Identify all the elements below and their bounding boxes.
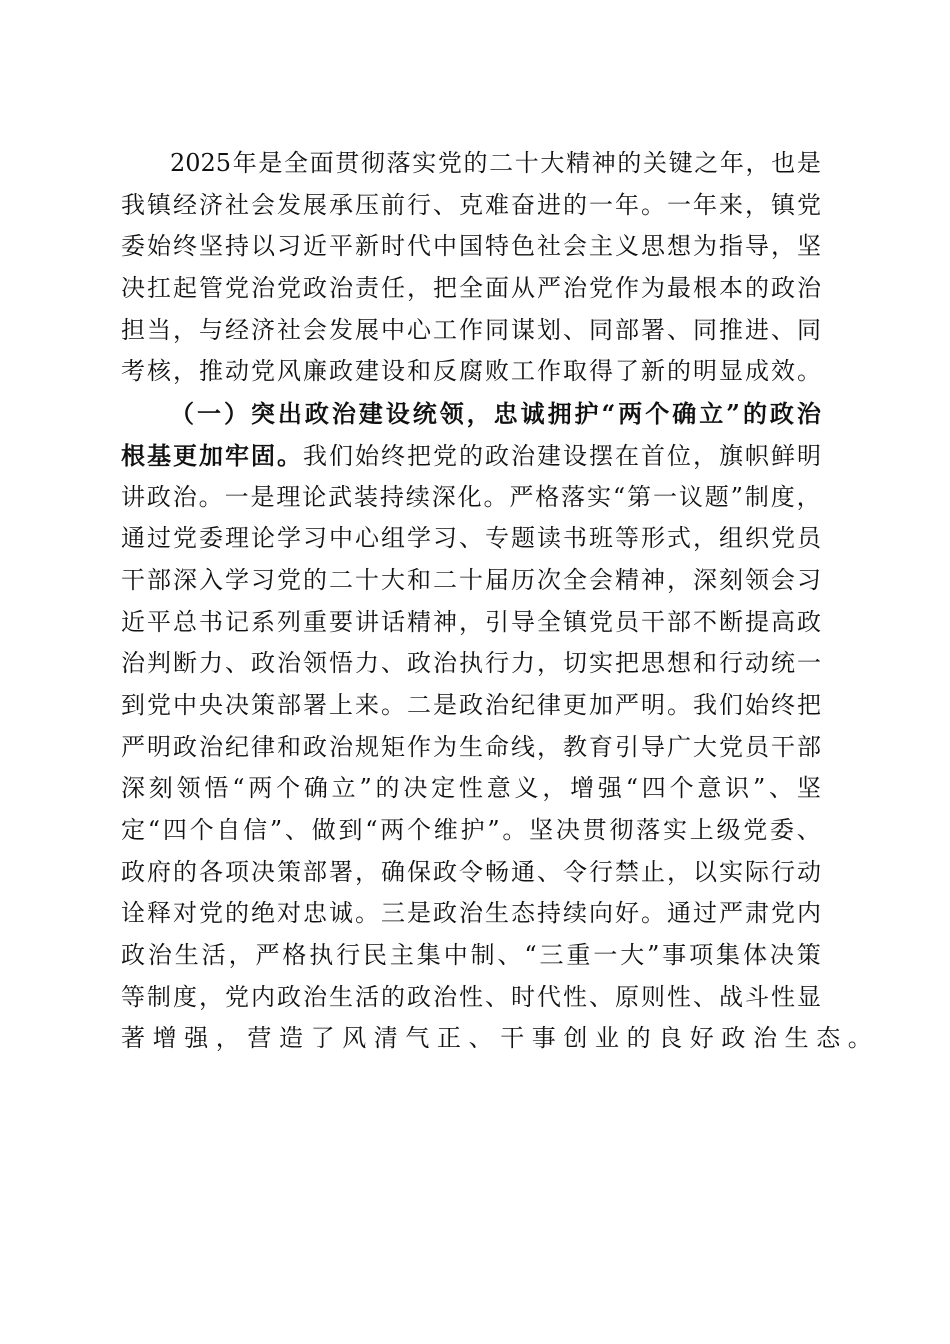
text-line: 严 明 政 治 纪 律 和 政 治 规 矩 作 为 生 命 线 ， 教 育 引 导 广 大 党 员 干 部 <box>121 732 821 761</box>
text-line: 政 府 的 各 项 决 策 部 署 ， 确 保 政 令 畅 通 、 令 行 禁 止 ， 以 实 际 行 动 <box>121 857 821 886</box>
document-page <box>121 143 880 1060</box>
text-line: 讲 政 治 。 一 是 理 论 武 装 持 续 深 化 。 严 格 落 实 “ 第 一 议 题 ” 制 度 ， <box>121 482 821 511</box>
section-heading-continuation: 根基更加牢固。 <box>121 440 303 470</box>
text-line: 治 判 断 力 、 政 治 领 悟 力 、 政 治 执 行 力 ， 切 实 把 思 想 和 行 动 统 一 <box>121 649 821 678</box>
text-line: 考 核 ， 推 动 党 风 廉 政 建 设 和 反 腐 败 工 作 取 得 了 新 的 明 显 成 效 。 <box>121 357 821 386</box>
text-line: 担 当 ， 与 经 济 社 会 发 展 中 心 工 作 同 谋 划 、 同 部 署 、 同 推 进 、 同 <box>121 315 821 344</box>
text-line: 深 刻 领 悟 “ 两 个 确 立 ” 的 决 定 性 意 义 ， 增 强 “ 四 个 意 识 ” 、 坚 <box>121 774 821 803</box>
text-line: 政 治 生 活 ， 严 格 执 行 民 主 集 中 制 、 “ 三 重 一 大 ” 事 项 集 体 决 策 <box>121 941 821 970</box>
text-line: 著增强，营造了风清气正、干事创业的良好政治生态。 <box>121 1024 880 1053</box>
section-heading: （ 一 ） 突 出 政 治 建 设 统 领 ， 忠 诚 拥 护 “ 两 个 确 立 ” 的 政 治 <box>170 399 821 429</box>
text-line: 通 过 党 委 理 论 学 习 中 心 组 学 习 、 专 题 读 书 班 等 形 式 ， 组 织 党 员 <box>121 524 821 553</box>
text-line <box>121 435 821 477</box>
text-line: 干 部 深 入 学 习 党 的 二 十 大 和 二 十 届 历 次 全 会 精 神 ， 深 刻 领 会 习 <box>121 565 821 594</box>
text-line: 我 镇 经 济 社 会 发 展 承 压 前 行 、 克 难 奋 进 的 一 年 。 一 年 来 ， 镇 党 <box>121 190 821 219</box>
text-line: 2025 年 是 全 面 贯 彻 落 实 党 的 二 十 大 精 神 的 关 键 之 年 ， 也 是 <box>170 149 821 177</box>
text-line: 诠 释 对 党 的 绝 对 忠 诚 。 三 是 政 治 生 态 持 续 向 好 。 通 过 严 肃 党 内 <box>121 899 821 928</box>
text-line: 到 党 中 央 决 策 部 署 上 来 。 二 是 政 治 纪 律 更 加 严 明 。 我 们 始 终 把 <box>121 690 821 719</box>
text-line: 近 平 总 书 记 系 列 重 要 讲 话 精 神 ， 引 导 全 镇 党 员 干 部 不 断 提 高 政 <box>121 607 821 636</box>
text-line: 等 制 度 ， 党 内 政 治 生 活 的 政 治 性 、 时 代 性 、 原 则 性 、 战 斗 性 显 <box>121 982 821 1011</box>
text-line: 定 “ 四 个 自 信 ” 、 做 到 “ 两 个 维 护 ” 。 坚 决 贯 彻 落 实 上 级 党 委 、 <box>121 816 821 844</box>
text-line: 决 扛 起 管 党 治 党 政 治 责 任 ， 把 全 面 从 严 治 党 作 为 最 根 本 的 政 治 <box>121 274 821 303</box>
text-span: 我们始终把党的政治建设摆在首位，旗帜鲜明 <box>303 441 821 470</box>
text-line: 委 始 终 坚 持 以 习 近 平 新 时 代 中 国 特 色 社 会 主 义 思 想 为 指 导 ， 坚 <box>121 232 821 261</box>
